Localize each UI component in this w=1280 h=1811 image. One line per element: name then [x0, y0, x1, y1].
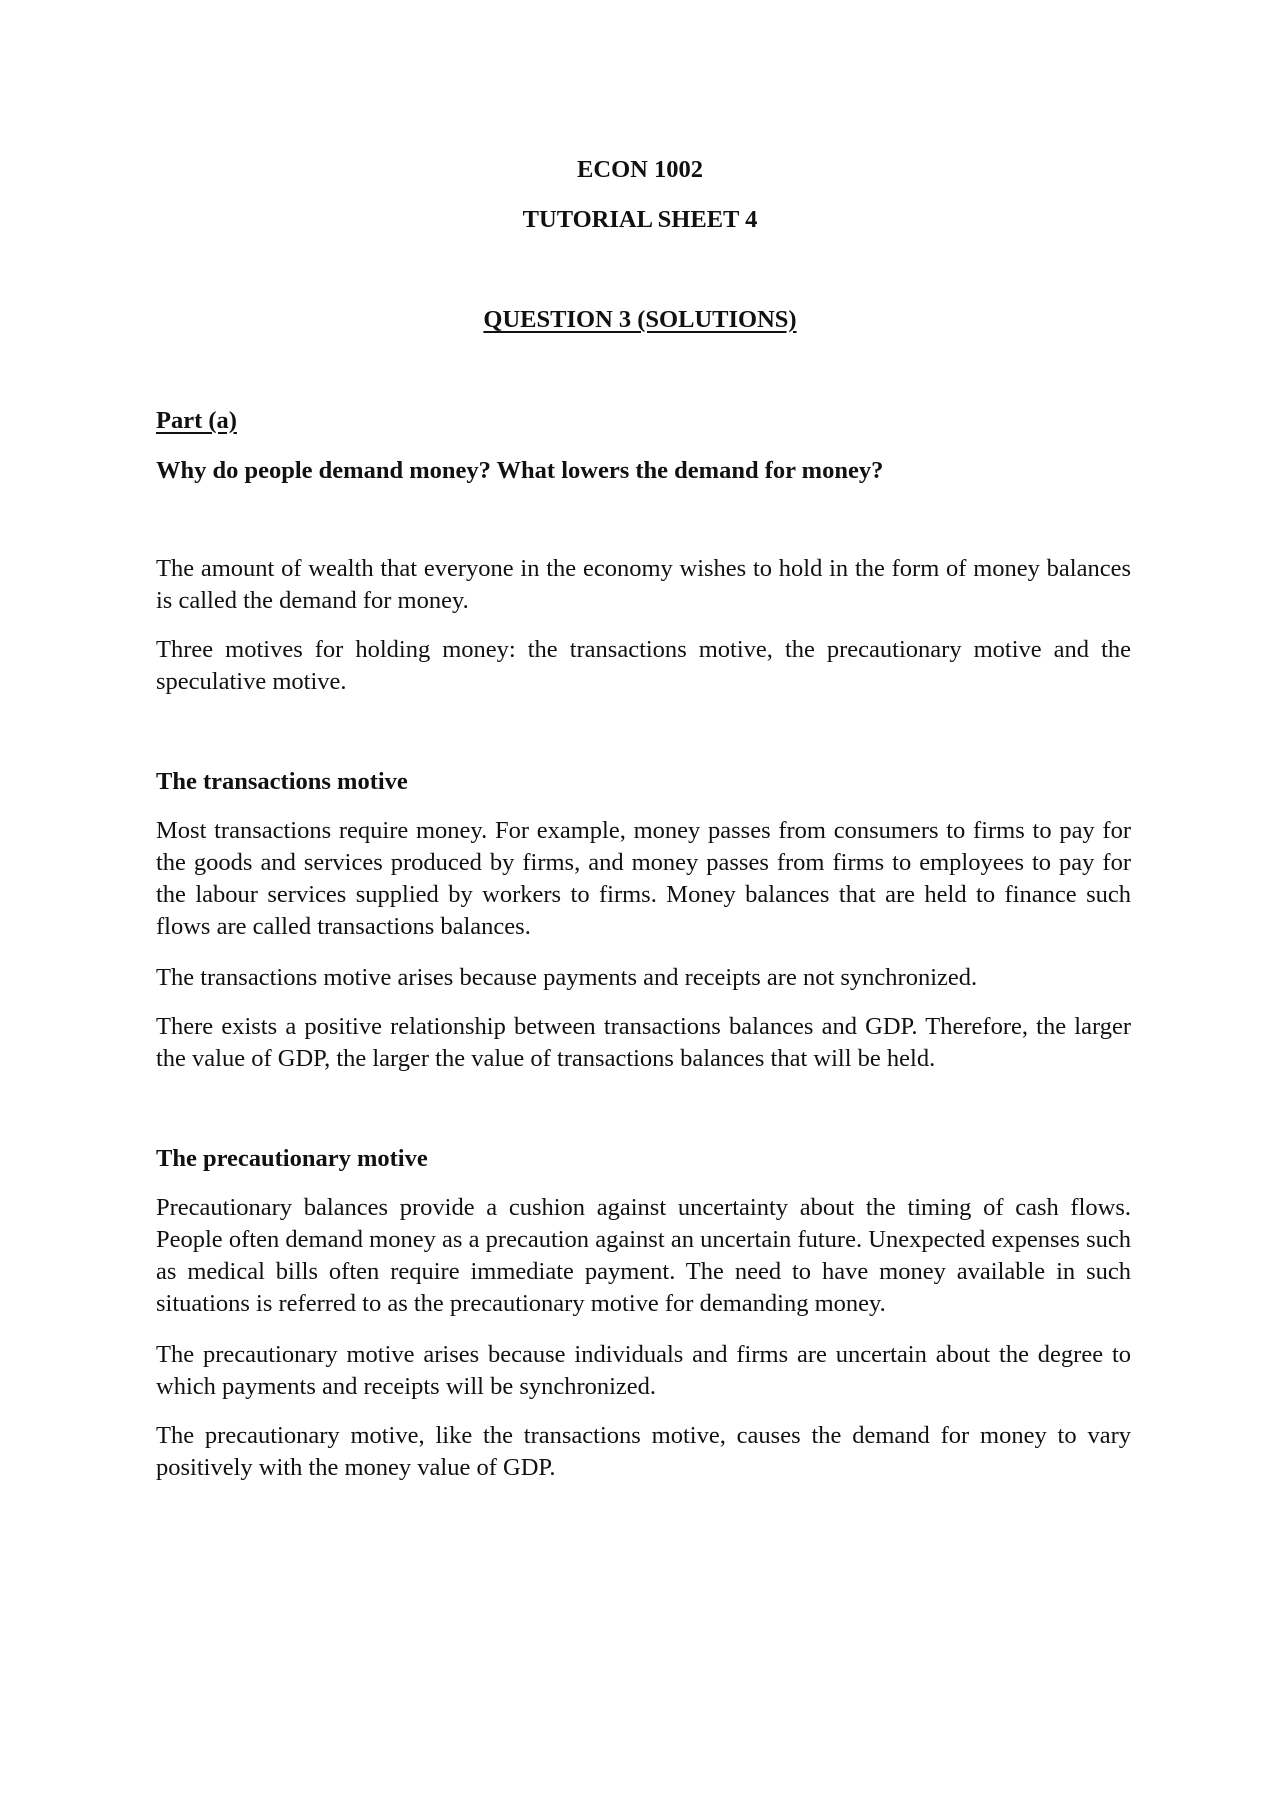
course-code: ECON 1002	[577, 156, 703, 183]
part-question: Why do people demand money? What lowers the demand for money?	[156, 457, 884, 484]
sheet-title: TUTORIAL SHEET 4	[522, 206, 758, 233]
transactions-paragraph-2: The transactions motive arises because payments and receipts are not synchronized.	[156, 964, 978, 991]
precautionary-paragraph-1: Precautionary balances provide a cushion against uncertainty about the timing of cash flows. People often demand money as a precaution against an uncertain future. Unexpected expenses such as medical bills often require immediate payment. The need to have money available in such situations is referred to as the precautionary motive for demanding money.	[156, 1194, 1131, 1317]
precautionary-paragraph-2: The precautionary motive arises because individuals and firms are uncertain about the degree to which payments and receipts will be synchronized.	[156, 1341, 1131, 1400]
transactions-heading: The transactions motive	[156, 768, 408, 795]
transactions-paragraph-1: Most transactions require money. For example, money passes from consumers to firms to pay for the goods and services produced by firms, and money passes from firms to employees to pay for the labour services supplied by workers to firms. Money balances that are held to finance such flows are called transactions balances.	[156, 817, 1131, 940]
precautionary-paragraph-3: The precautionary motive, like the transactions motive, causes the demand for money to vary positively with the money value of GDP.	[156, 1422, 1131, 1481]
intro-paragraph-2: Three motives for holding money: the transactions motive, the precautionary motive and the speculative motive.	[156, 636, 1131, 695]
intro-paragraph-1: The amount of wealth that everyone in the economy wishes to hold in the form of money balances is called the demand for money.	[156, 555, 1131, 614]
question-title: QUESTION 3 (SOLUTIONS)	[483, 306, 797, 333]
transactions-paragraph-3: There exists a positive relationship between transactions balances and GDP. Therefore, the larger the value of GDP, the larger the value of transactions balances that will be held.	[156, 1013, 1131, 1072]
part-label: Part (a)	[156, 407, 237, 434]
precautionary-heading: The precautionary motive	[156, 1145, 428, 1172]
